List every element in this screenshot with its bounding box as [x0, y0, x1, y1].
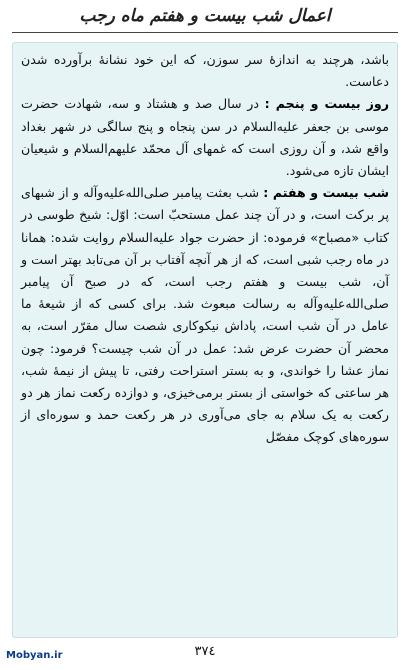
header-divider: [12, 32, 398, 33]
page-number: ٣٧٤: [194, 644, 216, 659]
heading-day-25: روز بیست و پنجم :: [264, 96, 389, 112]
paragraph-2: [21, 93, 389, 182]
body-text: [21, 49, 389, 449]
heading-night-27: شب بیست و هفتم :: [263, 185, 389, 201]
paragraph-3-text: شب بعثت پیامبر صلی‌الله‌علیه‌وآله و از شبهای پر برکت است، و در آن چند عمل مستحبّ است: اوّل: شیخ طوسی در کتاب «مصباح» فرموده: از حضرت جواد علیه‌السلام روایت شده: همانا در ماه رجب شبی است، که از هر آنچه آفتاب بر آن می‌تابد بهتر است و آن، شب بیست و هفتم رجب است، که در صبح آن پیامبر صلی‌الله‌علیه‌وآله به رسالت مبعوث شد. برای کسی که از شیعۀ ما عامل در آن شب است، پاداش نیکوکاری شصت سال مقرّر است، به محضر آن حضرت عرض شد: عمل در آن شب چیست؟ فرمود: چون نماز عشا را خواندی، و به بستر استراحت رفتی، تا پیش از نیمۀ شب، هر ساعتی که خواستی از بستر برمی‌خیزی، و دوازده رکعت نماز هر دو رکعت به یک سلام به جای می‌آوری در هر رکعت حمد و سوره‌ای از سوره‌های کوچک مفصّل: [21, 185, 389, 445]
paragraph-1: باشد، هرچند به اندازۀ سر سوزن، که این خود نشانۀ برآورده شدن دعاست.: [21, 52, 389, 90]
paragraph-2-text: در سال صد و هشتاد و سه، شهادت حضرت موسی بن جعفر علیه‌السلام در سن پنجاه و پنج سالگی در شهر بغداد واقع شد، و آن روزی است که غمهای آل محمّد علیهم‌السلام و شیعیان ایشان تازه می‌شود.: [21, 96, 389, 179]
paragraph-3: [21, 182, 389, 448]
text-panel: [12, 42, 398, 638]
site-watermark: Mobyan.ir: [6, 650, 63, 661]
page-header: [0, 0, 410, 42]
page-title: اعمال شب بیست و هفتم ماه رجب: [79, 6, 331, 26]
